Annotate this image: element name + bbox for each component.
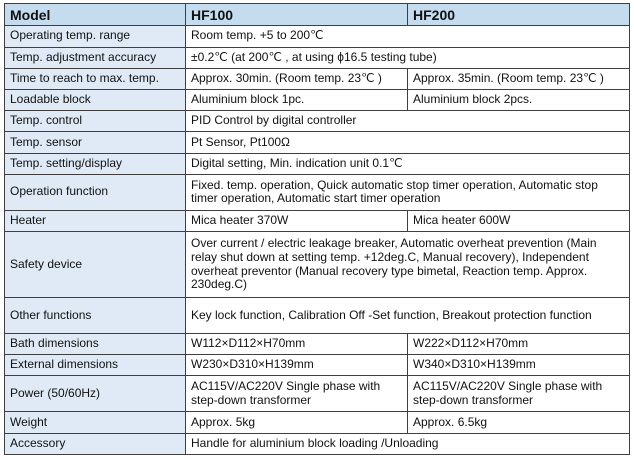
row-heater xyxy=(5,210,630,231)
row-value: Pt Sensor, Pt100Ω xyxy=(186,132,630,153)
row-safety-device xyxy=(5,232,630,298)
row-value-hf200: Approx. 6.5kg xyxy=(408,412,630,433)
row-time-to-max-temp xyxy=(5,68,630,89)
row-value-hf200: W340×D310×H139mm xyxy=(408,355,630,376)
row-label: Time to reach to max. temp. xyxy=(5,68,186,89)
row-label: Heater xyxy=(5,210,186,231)
row-value: Room temp. +5 to 200℃ xyxy=(186,26,630,47)
row-temp-setting-display xyxy=(5,153,630,174)
row-value: Digital setting, Min. indication unit 0.1℃ xyxy=(186,153,630,174)
header-hf200: HF200 xyxy=(408,4,630,26)
row-label: Power (50/60Hz) xyxy=(5,376,186,412)
row-value-hf200: AC115V/AC220V Single phase with step-down transformer xyxy=(408,376,630,412)
row-label: External dimensions xyxy=(5,355,186,376)
row-label: Loadable block xyxy=(5,89,186,110)
row-label: Accessory xyxy=(5,433,186,454)
row-label: Temp. adjustment accuracy xyxy=(5,47,186,68)
row-temp-sensor xyxy=(5,132,630,153)
row-label: Weight xyxy=(5,412,186,433)
row-value-hf200: Aluminium block 2pcs. xyxy=(408,89,630,110)
row-temp-control xyxy=(5,111,630,132)
row-value-hf100: Mica heater 370W xyxy=(186,210,408,231)
row-value: Over current / electric leakage breaker, Automatic overheat prevention (Main relay shut down at setting temp. +12deg.C, Manual recovery), Independent overheat preventor (Manual recovery type bimetal, Reaction temp. Approx. 230deg.C) xyxy=(186,232,630,298)
row-bath-dimensions xyxy=(5,333,630,354)
row-label: Other functions xyxy=(5,297,186,333)
row-accessory xyxy=(5,433,630,454)
row-value-hf200: Mica heater 600W xyxy=(408,210,630,231)
row-value-hf100: Aluminium block 1pc. xyxy=(186,89,408,110)
row-value: ±0.2℃ (at 200℃ , at using ϕ16.5 testing tube) xyxy=(186,47,630,68)
row-temp-adjustment-accuracy xyxy=(5,47,630,68)
row-value: PID Control by digital controller xyxy=(186,111,630,132)
row-label: Operation function xyxy=(5,174,186,210)
row-label: Temp. control xyxy=(5,111,186,132)
row-value-hf100: Approx. 5kg xyxy=(186,412,408,433)
row-power xyxy=(5,376,630,412)
row-value: Handle for aluminium block loading /Unloading xyxy=(186,433,630,454)
row-external-dimensions xyxy=(5,355,630,376)
row-operation-function xyxy=(5,174,630,210)
header-model: Model xyxy=(5,4,186,26)
row-label: Temp. setting/display xyxy=(5,153,186,174)
row-other-functions xyxy=(5,297,630,333)
row-value: Key lock function, Calibration Off -Set function, Breakout protection function xyxy=(186,297,630,333)
row-value-hf200: Approx. 35min. (Room temp. 23℃ ) xyxy=(408,68,630,89)
row-value-hf100: Approx. 30min. (Room temp. 23℃ ) xyxy=(186,68,408,89)
row-value-hf100: AC115V/AC220V Single phase with step-down transformer xyxy=(186,376,408,412)
row-label: Operating temp. range xyxy=(5,26,186,47)
row-value: Fixed. temp. operation, Quick automatic stop timer operation, Automatic stop timer operation, Automatic start timer operation xyxy=(186,174,630,210)
row-value-hf200: W222×D112×H70mm xyxy=(408,333,630,354)
header-hf100: HF100 xyxy=(186,4,408,26)
spec-table xyxy=(4,3,630,455)
row-label: Temp. sensor xyxy=(5,132,186,153)
row-weight xyxy=(5,412,630,433)
row-loadable-block xyxy=(5,89,630,110)
row-label: Bath dimensions xyxy=(5,333,186,354)
row-value-hf100: W112×D112×H70mm xyxy=(186,333,408,354)
row-label: Safety device xyxy=(5,232,186,298)
row-operating-temp-range xyxy=(5,26,630,47)
row-value-hf100: W230×D310×H139mm xyxy=(186,355,408,376)
header-row xyxy=(5,4,630,26)
